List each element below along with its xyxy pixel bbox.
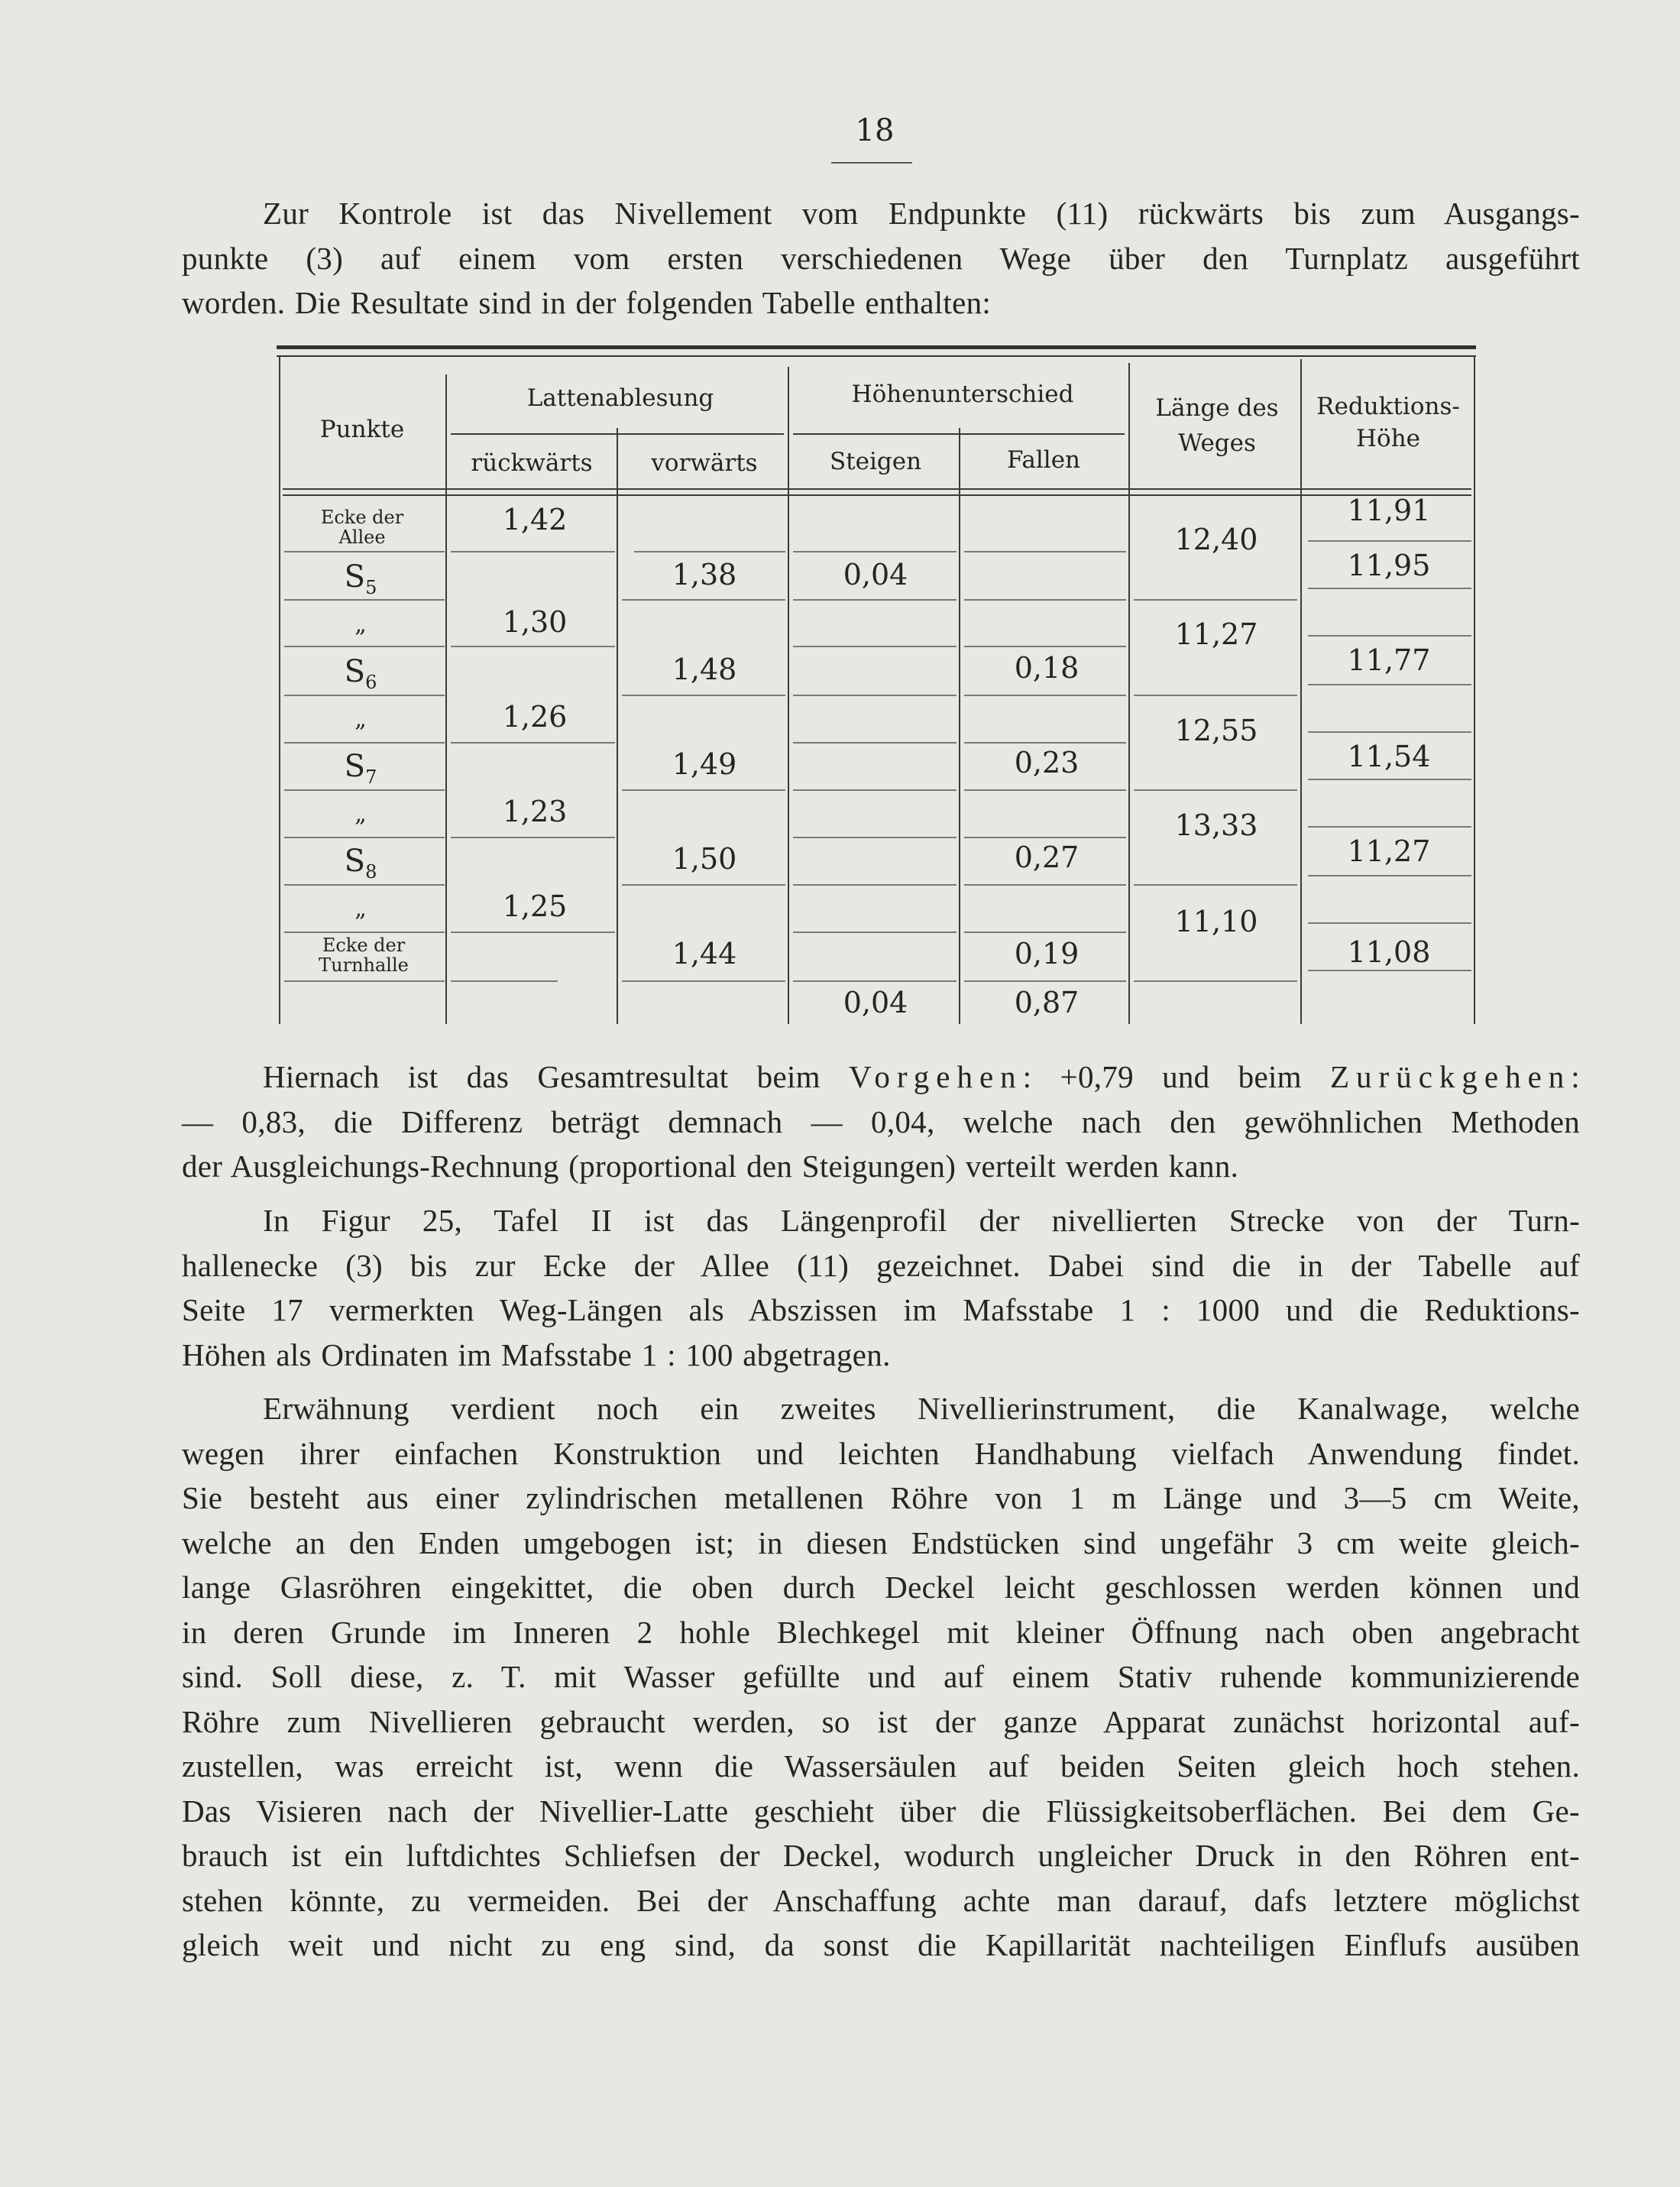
header-laenge-1: Länge des (1155, 394, 1279, 422)
kanalwage-line: Sie besteht aus einer zylindrischen metallenen Röhre von 1 m Länge und 3—5 cm Weite, (182, 1480, 1580, 1515)
reduktion-cell: 11,91 (1347, 494, 1431, 527)
kanalwage-line: zustellen, was erreicht ist, wenn die Wassersäulen auf beiden Seiten gleich hoch stehen. (182, 1748, 1580, 1784)
reduktion-cell: 11,95 (1347, 549, 1431, 582)
point-cell: „ (354, 611, 367, 638)
header-lattenablesung: Lattenablesung (526, 384, 714, 412)
rueckwaerts-cell: 1,30 (502, 605, 568, 639)
fallen-cell: 0,19 (1014, 937, 1080, 970)
rueckwaerts-cell: 1,26 (502, 700, 568, 734)
result-line: — 0,83, die Differenz beträgt demnach — 0,04, welche nach den gewöhnlichen Methoden (182, 1103, 1580, 1139)
result-line: der Ausgleichungs-Rechnung (proportional den Steigungen) verteilt werden kann. (182, 1149, 1239, 1184)
laenge-cell: 11,27 (1174, 617, 1258, 651)
kanalwage-line: stehen könnte, zu vermeiden. Bei der Anschaffung achte man darauf, dafs letztere möglichst (182, 1882, 1580, 1918)
laenge-cell: 12,55 (1174, 714, 1258, 747)
laenge-cell: 11,10 (1174, 905, 1258, 938)
vorwaerts-cell: 1,44 (672, 937, 737, 970)
profile-line: Seite 17 vermerkten Weg-Längen als Abszissen im Mafsstabe 1 : 1000 und die Reduktions- (182, 1292, 1580, 1327)
page-number: 18 (855, 113, 895, 148)
point-cell: $S_6$ (344, 654, 377, 693)
vorwaerts-cell: 1,38 (672, 558, 737, 591)
laenge-cell: 12,40 (1174, 523, 1258, 556)
point-cell: Ecke der Turnhalle (319, 935, 409, 976)
rueckwaerts-cell: 1,42 (502, 503, 568, 536)
header-reduktion-2: Höhe (1355, 425, 1421, 452)
fallen-cell: 0,27 (1014, 841, 1080, 874)
reduktion-cell: 11,08 (1347, 935, 1431, 969)
kanalwage-line: gleich weit und nicht zu eng sind, da sonst die Kapillarität nachteiligen Einflufs ausüben (182, 1927, 1580, 1962)
kanalwage-paragraph (182, 1386, 1580, 1968)
kanalwage-line: Röhre zum Nivellieren gebraucht werden, so ist der ganze Apparat zunächst horizontal auf- (182, 1703, 1580, 1739)
reduktion-cell: 11,77 (1347, 643, 1431, 677)
profile-paragraph (182, 1198, 1580, 1377)
header-steigen: Steigen (829, 448, 922, 475)
result-line: Hiernach ist das Gesamtresultat beim Vorgehen: +0,79 und beim Zurückgehen: (263, 1059, 1580, 1094)
intro-line: punkte (3) auf einem vom ersten verschiedenen Wege über den Turnplatz ausgeführt (182, 240, 1580, 276)
header-punkte: Punkte (319, 416, 405, 443)
point-cell: $S_5$ (344, 559, 377, 598)
header-reduktion-1: Reduktions- (1316, 393, 1460, 420)
point-cell: $S_8$ (344, 844, 377, 883)
laenge-cell: 13,33 (1174, 808, 1258, 842)
point-cell: „ (354, 706, 367, 733)
fallen-sum: 0,87 (1014, 986, 1080, 1019)
kanalwage-line: brauch ist ein luftdichtes Schliefsen der Deckel, wodurch ungleicher Druck in den Röhren ent- (182, 1838, 1580, 1873)
header-rueckwaerts: rückwärts (471, 449, 593, 477)
rueckwaerts-cell: 1,23 (502, 795, 568, 828)
kanalwage-line: welche an den Enden umgebogen ist; in diesen Endstücken sind ungefähr 3 cm weite gleich- (182, 1524, 1580, 1560)
header-hoehenunterschied: Höhenunterschied (851, 381, 1074, 408)
vorwaerts-cell: 1,48 (672, 653, 737, 686)
profile-line: In Figur 25, Tafel II ist das Längenprofil der nivellierten Strecke von der Turn- (263, 1203, 1580, 1238)
steigen-cell: 0,04 (843, 558, 908, 591)
reduktion-cell: 11,27 (1347, 834, 1431, 868)
point-cell: „ (354, 801, 367, 828)
intro-line: worden. Die Resultate sind in der folgenden Tabelle enthalten: (182, 285, 992, 320)
point-cell: Ecke der Allee (320, 507, 404, 548)
point-cell: „ (354, 896, 367, 922)
kanalwage-line: Erwähnung verdient noch ein zweites Nivellierinstrument, die Kanalwage, welche (263, 1391, 1580, 1426)
header-fallen: Fallen (1006, 446, 1081, 474)
kanalwage-line: wegen ihrer einfachen Konstruktion und leichten Handhabung vielfach Anwendung findet. (182, 1435, 1580, 1471)
header-laenge-2: Weges (1178, 429, 1256, 457)
kanalwage-line: lange Glasröhren eingekittet, die oben durch Deckel leicht geschlossen werden können und (182, 1570, 1580, 1605)
vorwaerts-cell: 1,50 (672, 842, 737, 876)
intro-line: Zur Kontrole ist das Nivellement vom Endpunkte (11) rückwärts bis zum Ausgangs- (263, 196, 1580, 231)
rueckwaerts-cell: 1,25 (502, 889, 568, 923)
kanalwage-line: sind. Soll diese, z. T. mit Wasser gefüllte und auf einem Stativ ruhende kommunizierende (182, 1659, 1580, 1694)
header-vorwaerts: vorwärts (651, 449, 758, 477)
point-cell: $S_7$ (344, 749, 377, 788)
kanalwage-line: in deren Grunde im Inneren 2 hohle Blechkegel mit kleiner Öffnung nach oben angebracht (182, 1614, 1580, 1650)
vorwaerts-cell: 1,49 (672, 747, 737, 781)
fallen-cell: 0,18 (1014, 651, 1080, 685)
result-paragraph (182, 1055, 1580, 1189)
fallen-cell: 0,23 (1014, 746, 1080, 779)
profile-line: Höhen als Ordinaten im Mafsstabe 1 : 100 abgetragen. (182, 1336, 891, 1372)
steigen-sum: 0,04 (843, 986, 908, 1019)
profile-line: hallenecke (3) bis zur Ecke der Allee (11) gezeichnet. Dabei sind die in der Tabelle auf (182, 1247, 1580, 1283)
reduktion-cell: 11,54 (1347, 740, 1431, 773)
kanalwage-line: Das Visieren nach der Nivellier-Latte geschieht über die Flüssigkeitsoberflächen. Bei dem Ge- (182, 1793, 1580, 1829)
